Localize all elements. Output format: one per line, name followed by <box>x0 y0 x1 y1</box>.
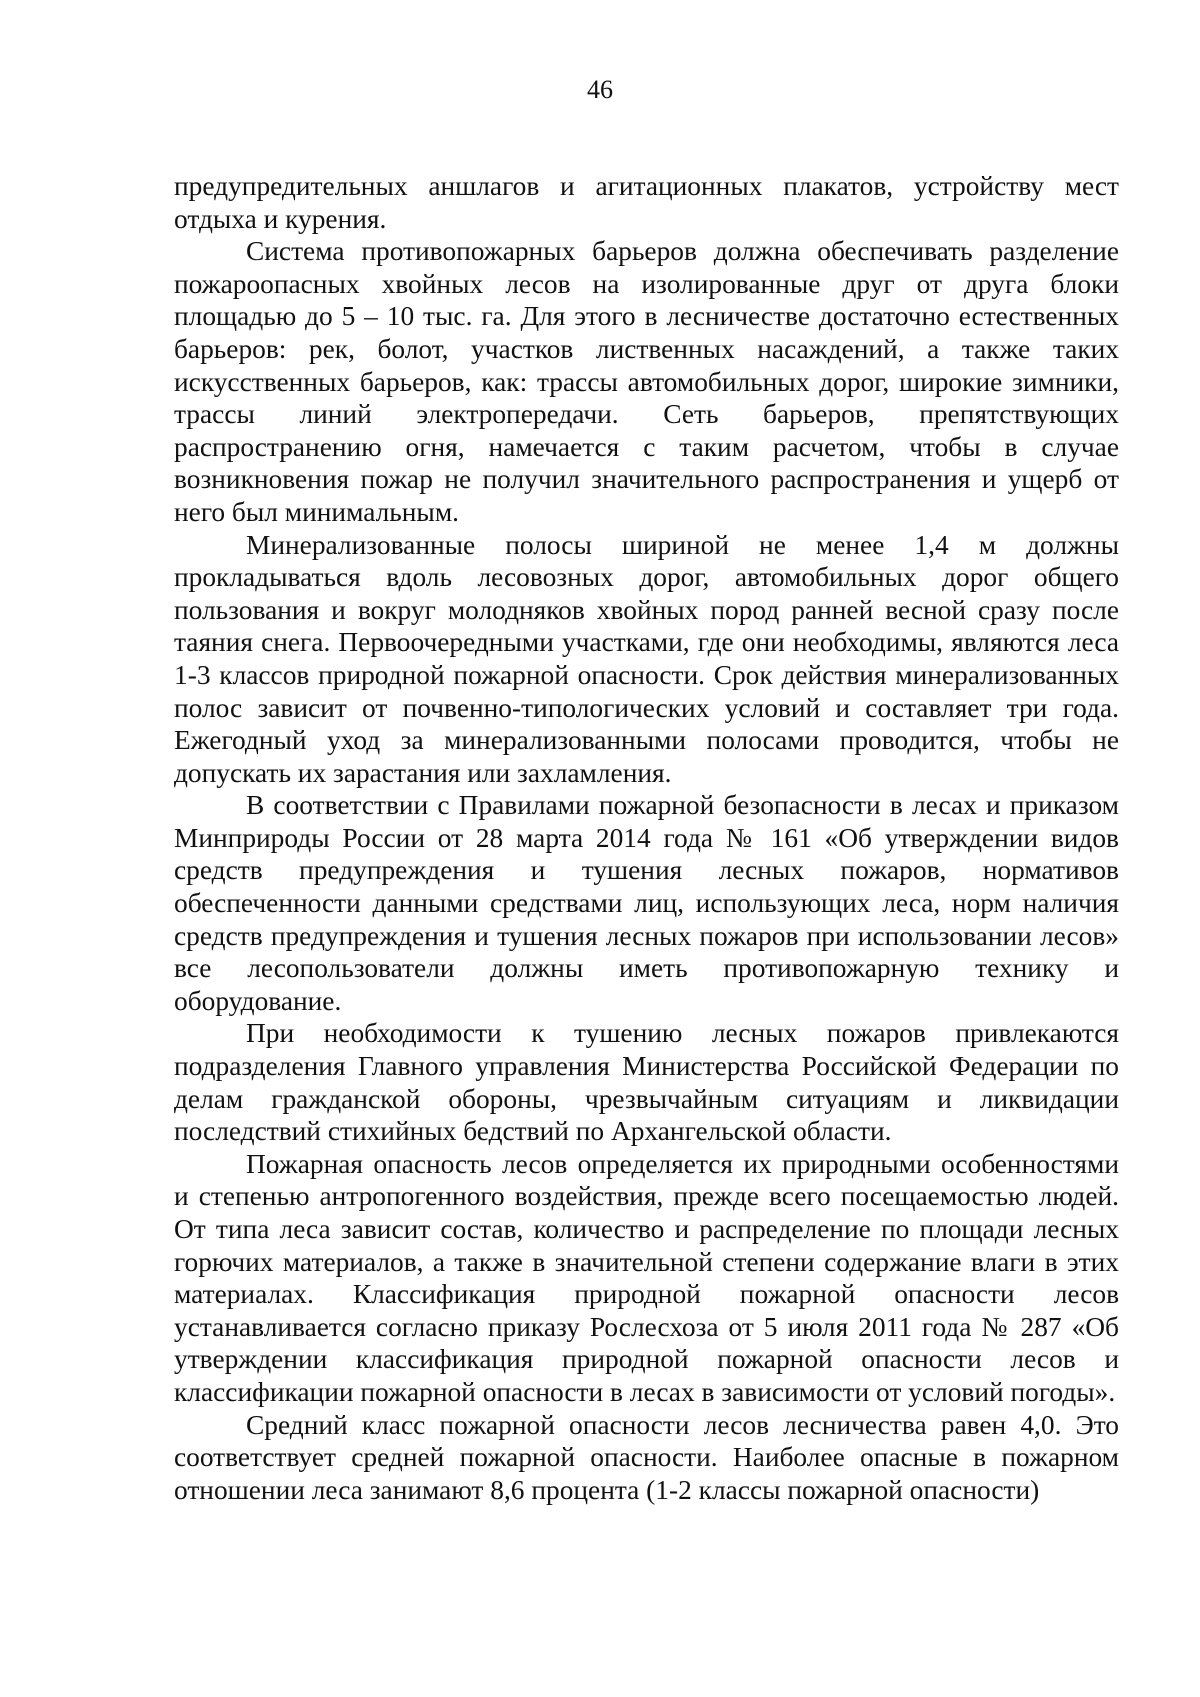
page-number: 46 <box>587 75 613 104</box>
paragraph-continuation: предупредительных аншлагов и агитационных плакатов, устройству мест отдыха и курения. <box>174 171 1119 234</box>
paragraph-fire-hazard-classification: Пожарная опасность лесов определяется их природными особенностями и степенью антропогенного воздействия, прежде всего посещаемостью людей. От типа леса зависит состав, количество и распределение по площади лесных горючих материалов, а также в значительной степени содержание влаги в этих материалах. Классификация природной пожарной опасности лесов устанавливается согласно приказу Рослесхоза от 5 июля 2011 года № 287 «Об утверждении классификация природной пожарной опасности лесов и классификации пожарной опасности в лесах в зависимости от условий погоды». <box>174 1148 1119 1407</box>
paragraph-fire-safety-rules: В соответствии с Правилами пожарной безопасности в лесах и приказом Минприроды России от 28 марта 2014 года № 161 «Об утверждении видов средств предупреждения и тушения лесных пожаров, нормативов обеспеченности данными средствами лиц, использующих леса, норм наличия средств предупреждения и тушения лесных пожаров при использовании лесов» все лесопользователи должны иметь противопожарную технику и оборудование. <box>174 790 1119 1016</box>
paragraph-mineralized-strips: Минерализованные полосы шириной не менее 1,4 м должны прокладываться вдоль лесовозных дорог, автомобильных дорог общего пользования и вокруг молодняков хвойных пород ранней весной сразу после таяния снега. Первоочередными участками, где они необходимы, являются леса 1-3 классов природной пожарной опасности. Срок действия минерализованных полос зависит от почвенно-типологических условий и составляет три года. Ежегодный уход за минерализованными полосами проводится, чтобы не допускать их зарастания или захламления. <box>174 529 1119 788</box>
paragraph-fire-barriers: Система противопожарных барьеров должна обеспечивать разделение пожароопасных хвойных лесов на изолированные друг от друга блоки площадью до 5 – 10 тыс. га. Для этого в лесничестве достаточно естественных барьеров: рек, болот, участков лиственных насаждений, а также таких искусственных барьеров, как: трассы автомобильных дорог, широкие зимники, трассы линий электропередачи. Сеть барьеров, препятствующих распространению огня, намечается с таким расчетом, чтобы в случае возникновения пожар не получил значительного распространения и ущерб от него был минимальным. <box>174 236 1119 527</box>
body-text <box>174 170 1119 1506</box>
paragraph-average-hazard-class: Средний класс пожарной опасности лесов лесничества равен 4,0. Это соответствует средней пожарной опасности. Наиболее опасные в пожарном отношении леса занимают 8,6 процента (1-2 классы пожарной опасности) <box>174 1409 1119 1505</box>
paragraph-emergency-ministry: При необходимости к тушению лесных пожаров привлекаются подразделения Главного управления Министерства Российской Федерации по делам гражданской обороны, чрезвычайным ситуациям и ликвидации последствий стихийных бедствий по Архангельской области. <box>174 1018 1119 1147</box>
